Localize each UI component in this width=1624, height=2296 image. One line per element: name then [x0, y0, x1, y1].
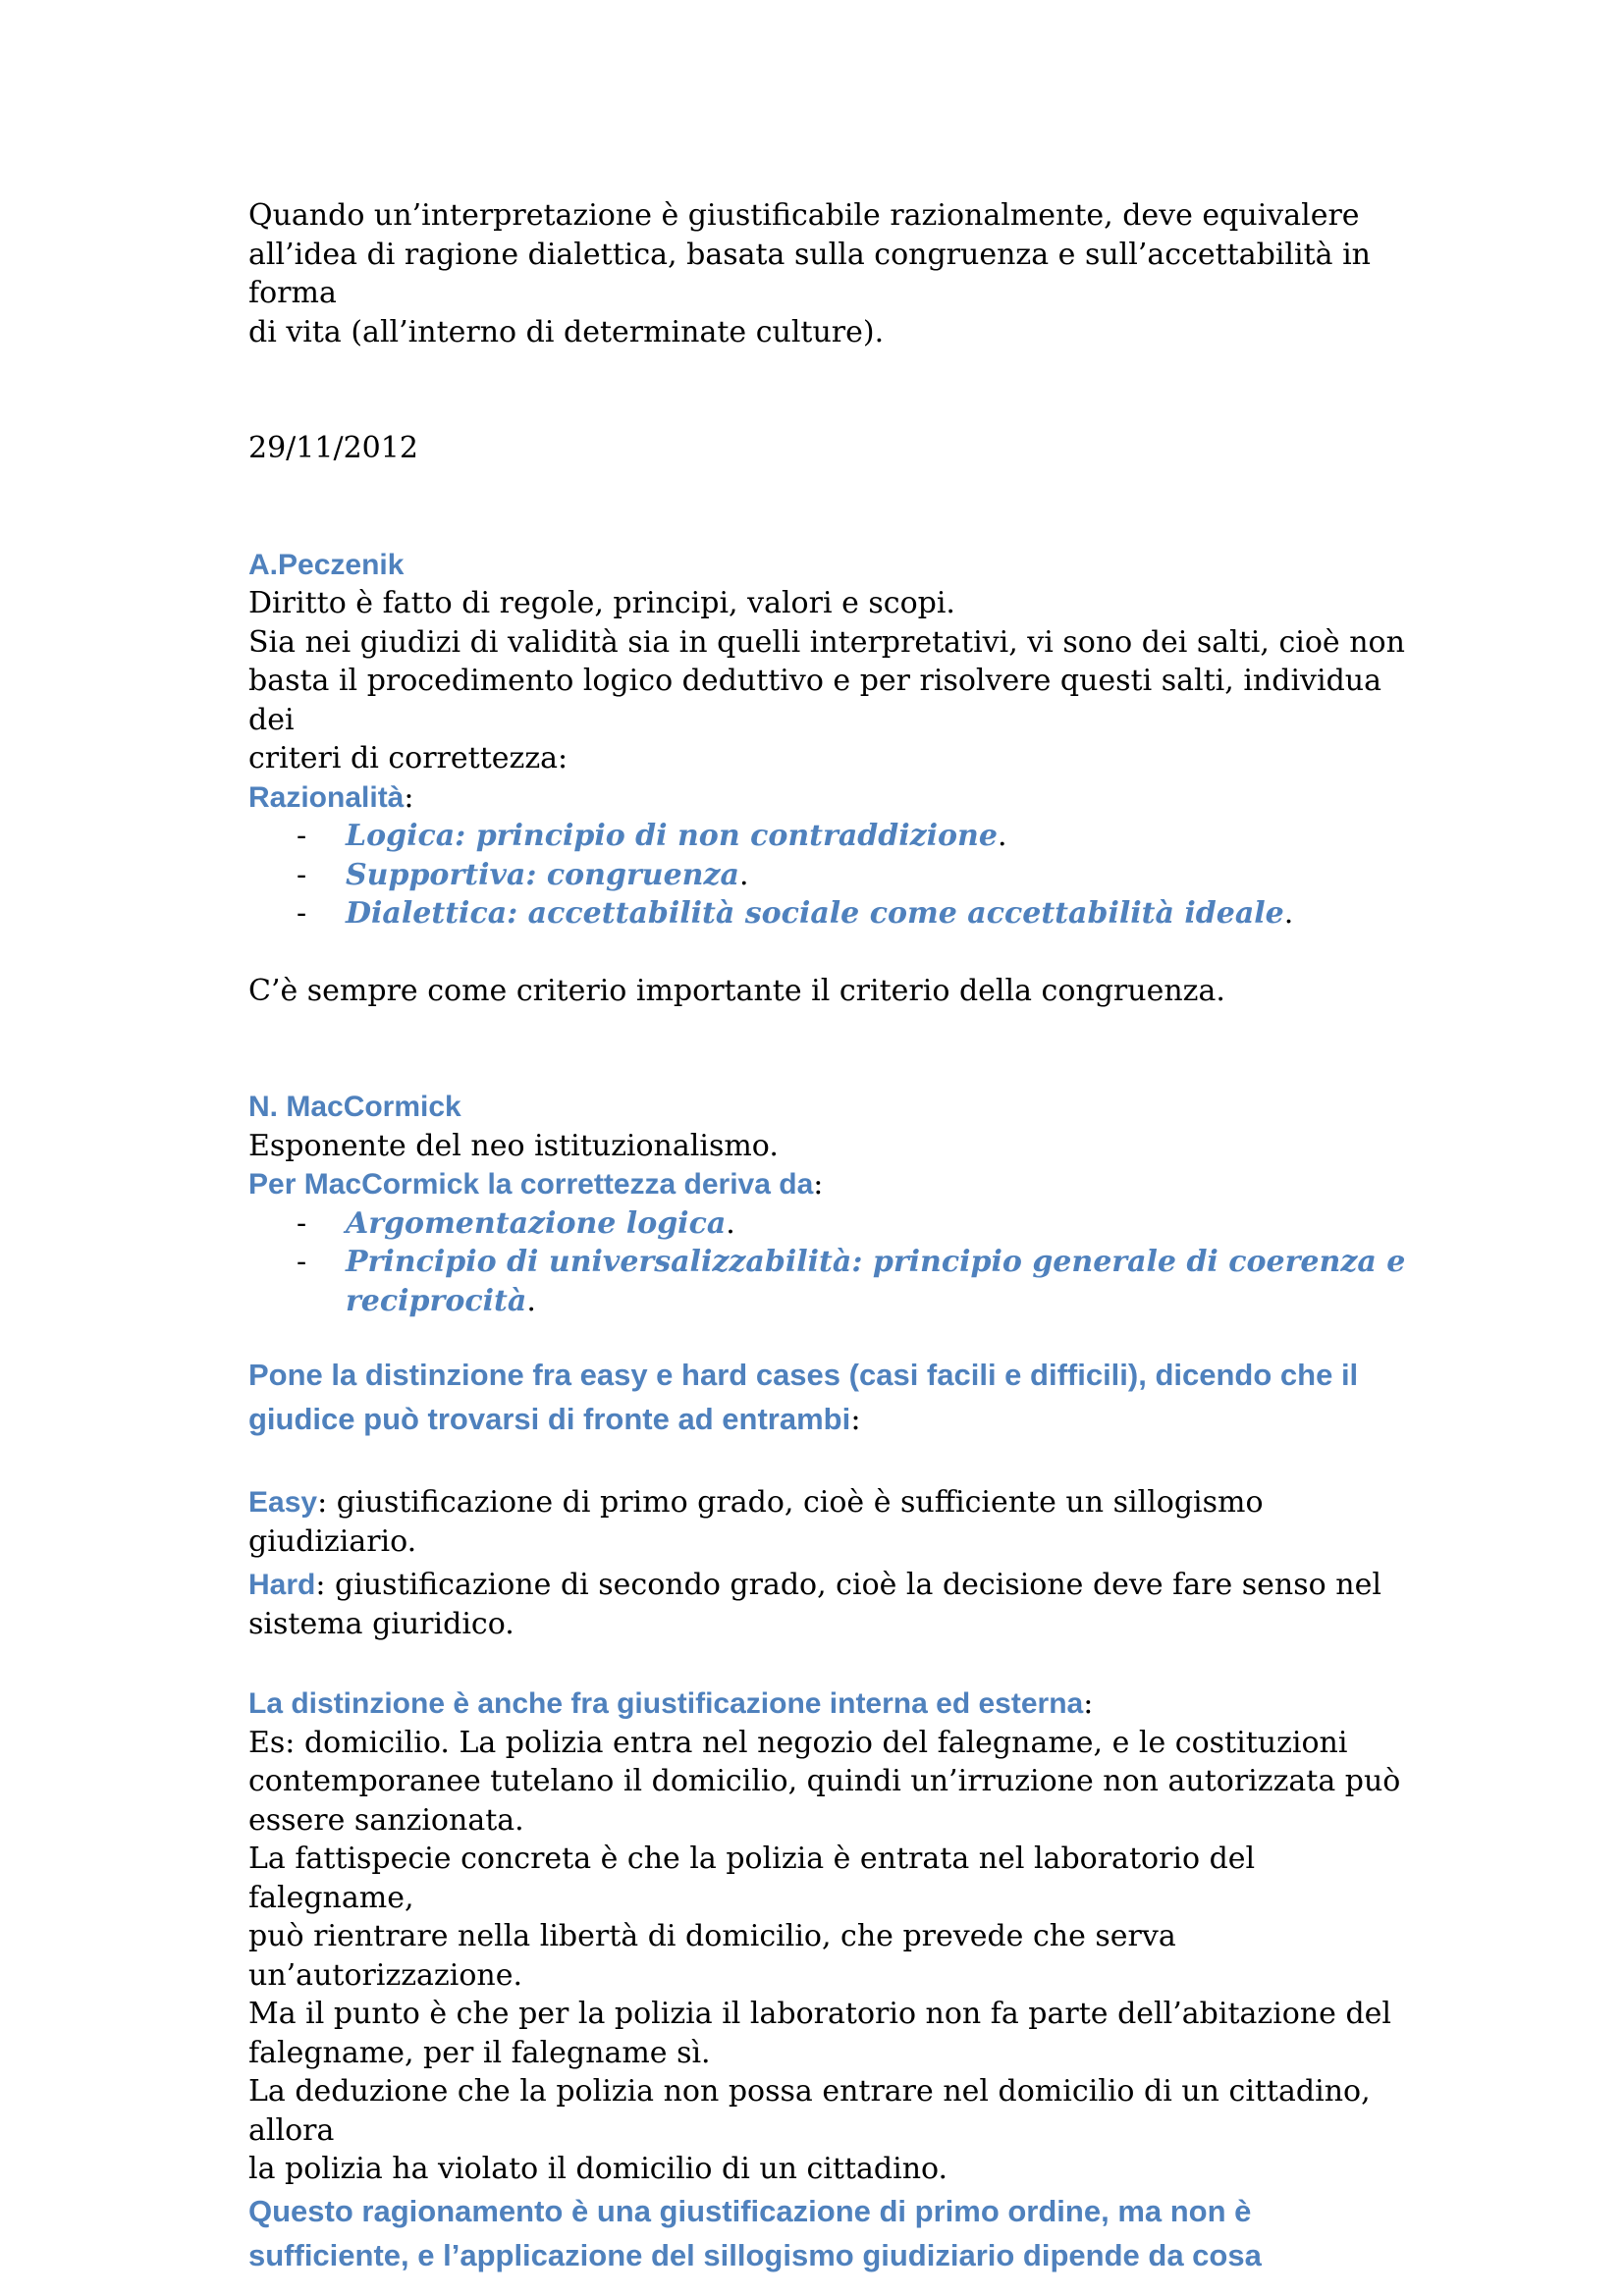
- peczenik-paragraph: [248, 623, 1407, 778]
- date-line: 29/11/2012: [248, 431, 418, 465]
- easy-label: Easy: [248, 1486, 318, 1519]
- intro-line: di vita (all’interno di determinate culture).: [248, 314, 885, 349]
- maccormick-heading: N. MacCormick: [248, 1091, 461, 1123]
- peczenik-line: Sia nei giudizi di validità sia in quelli interpretativi, vi sono dei salti, cioè non: [248, 624, 1405, 660]
- peczenik-heading: A.Peczenik: [248, 548, 405, 581]
- maccormick-definition: Esponente del neo istituzionalismo.: [248, 1128, 779, 1163]
- razionalita-suffix: :: [404, 779, 414, 815]
- document-page: [248, 196, 1407, 2277]
- cases-heading: [248, 1353, 1407, 1442]
- peczenik-line: criteri di correttezza:: [248, 741, 568, 775]
- razionalita-label: Razionalità: [248, 780, 405, 814]
- cases-line: Pone la distinzione fra easy e hard cases (casi facili e difficili), dicendo che il: [248, 1358, 1359, 1392]
- hard-label: Hard: [248, 1569, 316, 1601]
- razionalita-line: [248, 778, 1407, 818]
- list-item: - Principio di universalizzabilità: principio generale di coerenza e reciprocità.: [248, 1243, 1407, 1320]
- intro-line: all’idea di ragione dialettica, basata sulla congruenza e sull’accettabilità in forma: [248, 237, 1372, 310]
- closing-paragraph: Questo ragionamento è una giustificazione di primo ordine, ma non è sufficiente, e l’applicazione del sillogismo giudiziario dipende da cosa: [248, 2193, 1262, 2272]
- list-item: - Supportiva: congruenza.: [248, 856, 1407, 895]
- correttezza-list: [248, 1204, 1407, 1321]
- example-paragraph: Es: domicilio. La polizia entra nel negozio del falegname, e le costituzioni contemporanee tutelano il domicilio, quindi un’irruzione non autorizzata può essere sanzionata. La fattispecie concreta è che la polizia è entrata nel laboratorio del falegname, può rientrare nella libertà di domicilio, che prevede che serva un’autorizzazione. Ma il punto è che per la polizia il laboratorio non fa parte dell’abitazione del falegname, per il falegname sì. La deduzione che la polizia non possa entrare nel domicilio di un cittadino, allora la polizia ha violato il domicilio di un cittadino.: [248, 1725, 1401, 2186]
- distinzione-line: La distinzione è anche fra giustificazione interna ed esterna:: [248, 1686, 1094, 1721]
- correttezza-label: Per MacCormick la correttezza deriva da: [248, 1168, 814, 1201]
- peczenik-definition: Diritto è fatto di regole, principi, valori e scopi.: [248, 586, 955, 620]
- easy-line: Easy: giustificazione di primo grado, cioè è sufficiente un sillogismo giudiziario.: [248, 1485, 1264, 1559]
- hard-paragraph: Hard: giustificazione di secondo grado, cioè la decisione deve fare senso nel sistema giuridico.: [248, 1568, 1381, 1641]
- list-item: - Argomentazione logica.: [248, 1204, 1407, 1244]
- razionalita-list: [248, 817, 1407, 934]
- peczenik-conclusion: C’è sempre come criterio importante il criterio della congruenza.: [248, 973, 1225, 1008]
- intro-paragraph: [248, 196, 1407, 351]
- list-item: - Logica: principio di non contraddizione.: [248, 817, 1407, 856]
- correttezza-line: Per MacCormick la correttezza deriva da:: [248, 1167, 824, 1201]
- cases-line: giudice può trovarsi di fronte ad entrambi:: [248, 1402, 861, 1437]
- list-item: - Dialettica: accettabilità sociale come accettabilità ideale.: [248, 894, 1407, 934]
- peczenik-line: basta il procedimento logico deduttivo e per risolvere questi salti, individua dei: [248, 664, 1381, 737]
- distinzione-label: La distinzione è anche fra giustificazione interna ed esterna: [248, 1687, 1084, 1720]
- intro-line: Quando un’interpretazione è giustificabile razionalmente, deve equivalere: [248, 198, 1360, 233]
